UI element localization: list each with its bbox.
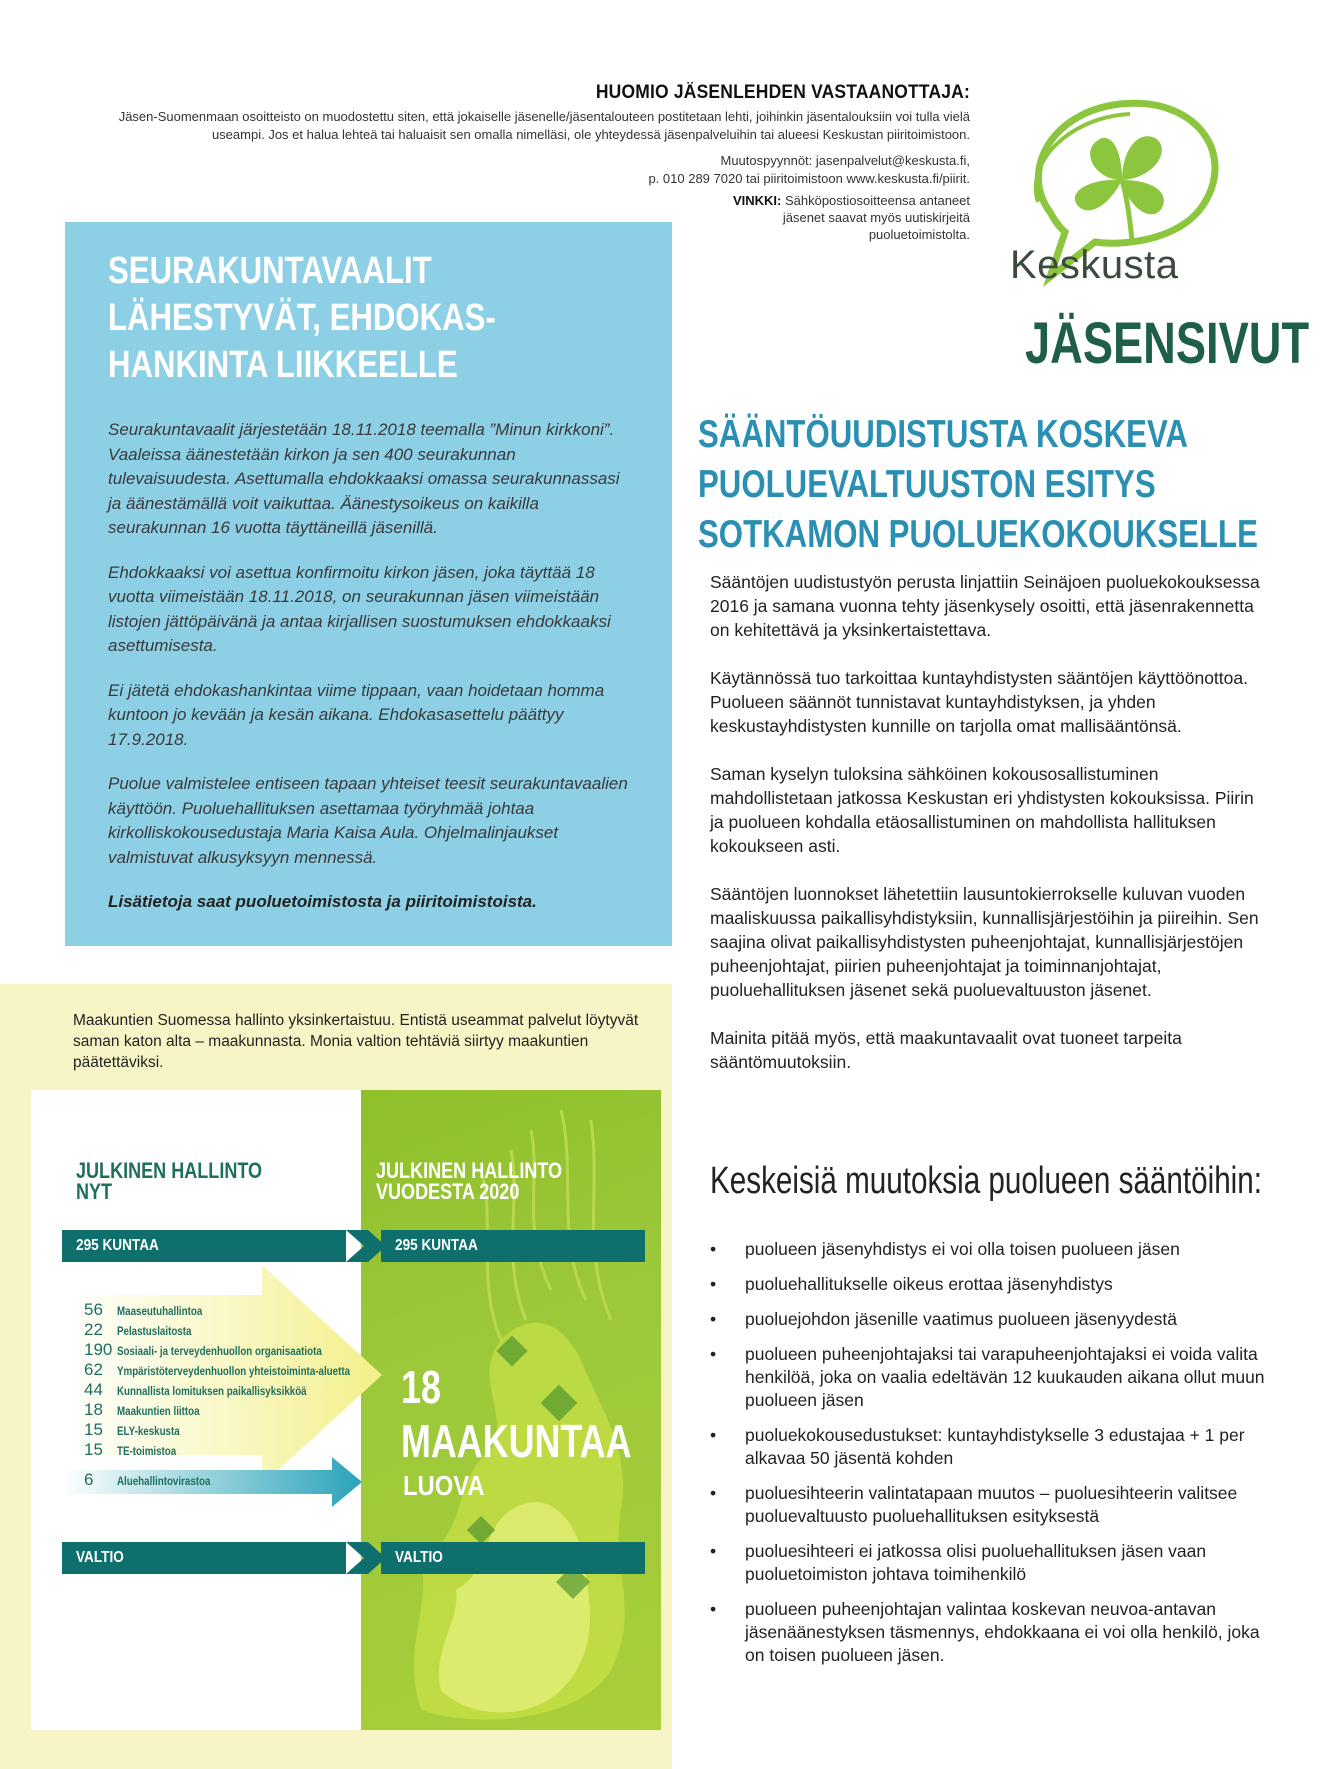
list-item	[710, 1343, 1270, 1412]
member-notice	[110, 82, 970, 242]
list-item-text: puolueen puheenjohtajan valintaa koskevan neuvoa-antavan jäsenäänestyksen täsmennys, ehdokkaana ei voi olla henkilö, joka on toisen puolueen jäsen.	[745, 1599, 1260, 1665]
arrow-right-icon	[346, 1230, 386, 1262]
regions-count-label: 18 MAAKUNTAA	[401, 1361, 632, 1467]
paragraph: Ei jätetä ehdokashankintaa viime tippaan, vaan hoidetaan homma kuntoon jo kevään ja kesän aikana. Ehdokasasettelu päättyy 17.9.2018.	[108, 680, 605, 749]
stat-label: Aluehallintovirastoa	[117, 1476, 211, 1488]
stat-number: 44	[84, 1380, 103, 1399]
stat-label: Kunnallista lomituksen paikallisyksikköä	[117, 1386, 307, 1398]
stat-row	[84, 1440, 404, 1460]
closing-paragraph: Lisätietoja saat puoluetoimistosta ja piiritoimistoista.	[108, 892, 537, 911]
stat-row	[84, 1340, 404, 1360]
regional-reform-intro: Maakuntien Suomessa hallinto yksinkertaistuu. Entistä useammat palvelut löytyvät saman katon alta – maakunnasta. Monia valtion tehtäviä siirtyy maakuntien päätettäviksi.	[73, 1012, 639, 1071]
article-body	[710, 570, 1266, 1098]
notice-title: HUOMIO JÄSENLEHDEN VASTAANOTTAJA:	[595, 82, 970, 103]
title-line: SÄÄNTÖUUDISTUSTA KOSKEVA	[698, 413, 1188, 456]
list-item-text: puoluehallitukselle oikeus erottaa jäsenyhdistys	[745, 1274, 1113, 1294]
bullet: •	[710, 1239, 717, 1259]
stat-row	[84, 1420, 404, 1440]
infographic-2020-title	[376, 1160, 589, 1202]
bullet: •	[710, 1483, 717, 1503]
stat-row	[84, 1470, 227, 1490]
list-item	[710, 1598, 1270, 1667]
stat-number: 62	[84, 1360, 103, 1379]
paragraph: Mainita pitää myös, että maakuntavaalit ovat tuoneet tarpeita sääntömuutoksiin.	[710, 1028, 1182, 1072]
article-title	[698, 410, 1338, 560]
stat-label: Sosiaali- ja terveydenhuollon organisaatiota	[117, 1346, 322, 1358]
stat-row	[84, 1320, 404, 1340]
stat-number: 22	[84, 1320, 103, 1339]
title-line: HANKINTA LIIKKEELLE	[108, 344, 458, 386]
paragraph: Seurakuntavaalit järjestetään 18.11.2018 teemalla ”Minun kirkkoni”. Vaaleissa äänestetään kirkon ja sen 400 seurakunnan tulevaisuudesta. Asettumalla ehdokkaaksi omassa seurakunnassasi ja äänestämällä voit vaikuttaa. Äänestysoikeus on kaikilla seurakunnan 16 vuotta täyttäneillä jäsenillä.	[108, 420, 620, 537]
bullet: •	[710, 1599, 717, 1619]
changes-heading: Keskeisiä muutoksia puolueen sääntöihin:	[710, 1160, 1262, 1202]
stat-label: ELY-keskusta	[117, 1426, 180, 1438]
state-band-2020: VALTIO	[381, 1542, 645, 1574]
title-line: LÄHESTYVÄT, EHDOKAS-	[108, 297, 496, 339]
state-band-now: VALTIO	[62, 1542, 346, 1574]
paragraph: Saman kyselyn tuloksina sähköinen kokousosallistuminen mahdollistetaan jatkossa Keskustan eri yhdistysten kokouksissa. Piirin ja puolueen kohdalla etäosallistuminen on mahdollista hallituksen kokoukseen asti.	[710, 764, 1254, 856]
notice-contact-line: p. 010 289 7020 tai piiritoimistoon www.keskusta.fi/piirit.	[648, 171, 970, 186]
stat-number: 190	[84, 1340, 113, 1359]
notice-contact	[110, 152, 970, 188]
keskusta-wordmark: Keskusta	[1010, 243, 1179, 287]
list-item-text: puoluekokousedustukset: kuntayhdistykselle 3 edustajaa + 1 per alkavaa 50 jäsentä kohden	[745, 1425, 1245, 1468]
stat-label: TE-toimistoa	[117, 1446, 177, 1458]
list-item-text: puoluejohdon jäsenille vaatimus puolueen jäsenyydestä	[745, 1309, 1177, 1329]
stat-label: Ympäristöterveydenhuollon yhteistoiminta-aluetta	[117, 1366, 351, 1378]
stat-label: Maaseutuhallintoa	[117, 1306, 203, 1318]
list-item-text: puolueen jäsenyhdistys ei voi olla toisen puolueen jäsen	[745, 1239, 1180, 1259]
list-item	[710, 1540, 1270, 1586]
list-item-text: puoluesihteerin valintatapaan muutos – puoluesihteerin valitsee puoluevaltuusto puoluehallituksen esityksestä	[745, 1483, 1238, 1526]
bullet: •	[710, 1309, 717, 1329]
notice-tip	[730, 192, 970, 243]
title-line: NYT	[76, 1179, 113, 1204]
bullet: •	[710, 1425, 717, 1445]
municipalities-band-2020: 295 KUNTAA	[381, 1230, 645, 1262]
list-item	[710, 1308, 1270, 1331]
stat-row	[84, 1400, 404, 1420]
title-line: SOTKAMON PUOLUEKOKOUKSELLE	[698, 513, 1258, 556]
church-election-body	[108, 418, 628, 935]
title-line: PUOLUEVALTUUSTON ESITYS	[698, 463, 1156, 506]
changes-list	[710, 1238, 1270, 1679]
notice-tip-label: VINKKI:	[732, 193, 782, 208]
stat-row	[84, 1300, 404, 1320]
notice-tip-text: Sähköpostiosoitteensa antaneet jäsenet saavat myös uutiskirjeitä puoluetoimistolta.	[782, 193, 970, 242]
list-item-text: puoluesihteeri ei jatkossa olisi puoluehallituksen jäsen vaan puoluetoimiston johtava toimihenkilö	[745, 1541, 1207, 1584]
title-line: JULKINEN HALLINTO	[76, 1158, 263, 1183]
list-item	[710, 1424, 1270, 1470]
list-item	[710, 1273, 1270, 1296]
current-admin-stats	[84, 1300, 404, 1460]
list-item-text: puolueen puheenjohtajaksi tai varapuheenjohtajaksi ei voida valita henkilöä, joka on vaalia edeltävän 12 kuukauden aikana ollut muun puolueen jäsen	[745, 1344, 1265, 1410]
stat-row	[84, 1360, 404, 1380]
stat-row	[84, 1380, 404, 1400]
page-title: JÄSENSIVUT	[1025, 311, 1310, 376]
bullet: •	[710, 1344, 717, 1364]
paragraph: Käytännössä tuo tarkoittaa kuntayhdistysten sääntöjen käyttöönottoa. Puolueen säännöt tunnistavat kuntayhdistyksen, ja yhden keskustayhdistysten kunnille on tarjolla omat mallisääntönsä.	[710, 668, 1248, 736]
administration-infographic	[31, 1090, 661, 1730]
church-election-title	[108, 248, 649, 389]
stat-label: Maakuntien liittoa	[117, 1406, 200, 1418]
paragraph: Ehdokkaaksi voi asettua konfirmoitu kirkon jäsen, joka täyttää 18 vuotta viimeistään 18.11.2018, on seurakunnan jäsen viimeistään listojen jättöpäivänä ja antaa kirjallisen suostumuksen ehdokkaaksi asettumisesta.	[108, 562, 611, 655]
notice-body: Jäsen-Suomenmaan osoitteisto on muodostettu siten, että jokaiselle jäsenelle/jäsentalouteen postitetaan lehti, joihinkin jäsentalouksiin voi tulla vielä useampi. Jos et halua lehteä tai haluaisit sen omalla nimelläsi, ole yhteydessä jäsenpalveluihin tai alueesi Keskustan piiritoimistoon.	[118, 109, 970, 142]
paragraph: Puolue valmistelee entiseen tapaan yhteiset teesit seurakuntavaalien käyttöön. Puoluehallituksen asettamaa työryhmää johtaa kirkolliskokousedustaja Maria Kaisa Aula. Ohjelmalinjaukset valmistuvat alkusyksyyn mennessä.	[108, 774, 628, 867]
stat-number: 18	[84, 1400, 103, 1419]
stat-number: 15	[84, 1440, 103, 1459]
bullet: •	[710, 1274, 717, 1294]
stat-label: Pelastuslaitosta	[117, 1326, 192, 1338]
stat-number: 6	[84, 1470, 94, 1489]
stat-number: 15	[84, 1420, 103, 1439]
arrow-right-icon	[346, 1542, 386, 1574]
paragraph: Sääntöjen luonnokset lähetettiin lausuntokierrokselle kuluvan vuoden maaliskuussa paikallisyhdistyksiin, kunnallisjärjestöihin ja piireihin. Sen saajina olivat paikallisyhdistysten puheenjohtajat, kunnallisjärjestöjen puheenjohtajat, piirien puheenjohtajat ja toiminnanjohtajat, puoluehallituksen jäsenet sekä puoluevaltuuston jäsenet.	[710, 884, 1259, 1000]
list-item	[710, 1482, 1270, 1528]
list-item	[710, 1238, 1270, 1261]
title-line: VUODESTA 2020	[376, 1179, 520, 1204]
paragraph: Sääntöjen uudistustyön perusta linjattiin Seinäjoen puoluekokouksessa 2016 ja samana vuonna tehty jäsenkysely osoitti, että jäsenrakennetta on kehitettävä ja yksinkertaistettava.	[710, 572, 1260, 640]
bullet: •	[710, 1541, 717, 1561]
notice-contact-line: Muutospyynnöt: jasenpalvelut@keskusta.fi,	[720, 153, 970, 168]
title-line: SEURAKUNTAVAALIT	[108, 250, 432, 292]
title-line: JULKINEN HALLINTO	[376, 1158, 563, 1183]
infographic-now-title	[76, 1160, 289, 1202]
municipalities-band-now: 295 KUNTAA	[62, 1230, 346, 1262]
luova-label: LUOVA	[403, 1470, 485, 1501]
stat-number: 56	[84, 1300, 103, 1319]
